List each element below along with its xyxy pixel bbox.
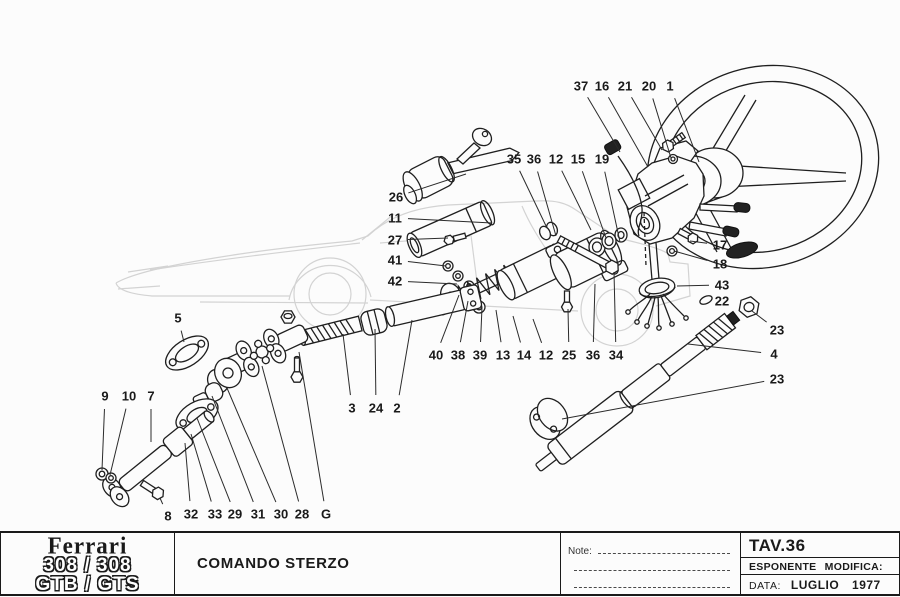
clip-22 xyxy=(699,294,714,306)
title-block xyxy=(0,531,900,596)
callout-label-39: 39 xyxy=(472,347,488,363)
callout-label-35: 35 xyxy=(506,151,522,167)
callout-label-38: 38 xyxy=(450,347,466,363)
note-line-1 xyxy=(598,553,730,554)
callout-label-32: 32 xyxy=(183,506,199,522)
data-row xyxy=(741,575,899,592)
clamp-bolt xyxy=(291,357,303,383)
callout-label-25: 25 xyxy=(561,347,577,363)
leader-line xyxy=(752,311,767,322)
callout-label-4: 4 xyxy=(770,346,778,362)
esponente-label: ESPONENTE MODIFICA: xyxy=(741,558,899,575)
data-value: LUGLIO 1977 xyxy=(790,578,881,592)
callout-label-30: 30 xyxy=(273,506,289,522)
bushings-35-36 xyxy=(538,221,560,242)
leader-line xyxy=(562,171,591,230)
note-line-3 xyxy=(574,587,730,588)
callout-label-17: 17 xyxy=(712,237,728,253)
callout-label-19: 19 xyxy=(594,151,610,167)
leader-line xyxy=(110,409,126,475)
callout-label-12: 12 xyxy=(538,347,554,363)
leader-line xyxy=(212,396,253,502)
ferrari-logotype: Ferrari xyxy=(47,532,128,559)
callout-label-20: 20 xyxy=(641,78,657,94)
column-tube-11 xyxy=(404,199,497,260)
callout-label-G: G xyxy=(320,506,332,522)
ignition-switch-26 xyxy=(396,122,521,211)
callout-label-11: 11 xyxy=(388,210,402,226)
leader-line xyxy=(568,309,569,342)
model-line-1: 308 / 308 xyxy=(43,555,132,576)
leader-line xyxy=(677,285,709,286)
callout-label-13: 13 xyxy=(495,347,511,363)
leader-line xyxy=(375,329,376,395)
hex-nut-g xyxy=(281,311,295,323)
callout-label-7: 7 xyxy=(147,388,155,404)
tav-cell xyxy=(741,533,899,594)
callout-label-15: 15 xyxy=(570,151,586,167)
splined-shaft-3 xyxy=(297,316,362,346)
leader-line xyxy=(562,381,764,419)
leader-line xyxy=(102,409,104,470)
callout-label-40: 40 xyxy=(428,347,444,363)
coupling-nut-24 xyxy=(359,307,388,336)
bolt-25 xyxy=(562,291,573,312)
leader-line xyxy=(496,310,501,342)
leader-line xyxy=(160,498,163,504)
callout-label-2: 2 xyxy=(393,400,401,416)
leader-line xyxy=(593,284,595,342)
leader-line xyxy=(520,171,547,228)
callout-label-21: 21 xyxy=(617,78,633,94)
leader-line xyxy=(588,97,620,152)
callout-label-9: 9 xyxy=(101,388,109,404)
callout-label-1: 1 xyxy=(666,78,674,94)
drawing-title: COMANDO STERZO xyxy=(197,555,350,572)
leader-line xyxy=(674,251,707,260)
data-label: DATA: xyxy=(749,580,781,592)
leader-line xyxy=(399,320,412,395)
leader-line xyxy=(632,97,662,150)
callout-label-34: 34 xyxy=(608,347,624,363)
leader-line xyxy=(343,334,350,395)
leader-line xyxy=(408,262,446,266)
callout-label-5: 5 xyxy=(174,310,182,326)
callout-label-37: 37 xyxy=(573,78,589,94)
callout-label-27: 27 xyxy=(387,232,403,248)
callout-label-41: 41 xyxy=(387,252,403,268)
callout-label-10: 10 xyxy=(121,388,137,404)
steering-shaft-4 xyxy=(530,305,744,478)
callout-label-18: 18 xyxy=(712,256,728,272)
leader-line xyxy=(299,352,324,501)
callout-label-8: 8 xyxy=(164,508,172,524)
model-line-2: GTB / GTS xyxy=(35,573,140,595)
tav-number: TAV.36 xyxy=(741,533,899,558)
leader-line xyxy=(582,171,606,238)
leader-line xyxy=(185,443,190,501)
callout-label-31: 31 xyxy=(250,506,266,522)
callout-label-42: 42 xyxy=(387,273,403,289)
callout-label-23: 23 xyxy=(769,322,785,338)
callout-label-23: 23 xyxy=(769,371,785,387)
note-label: Note: xyxy=(568,546,592,557)
callout-label-22: 22 xyxy=(714,293,730,309)
callout-label-36: 36 xyxy=(526,151,542,167)
callout-label-14: 14 xyxy=(516,347,532,363)
note-cell xyxy=(561,533,741,594)
gasket-5 xyxy=(160,329,214,377)
leader-line xyxy=(227,388,276,502)
leader-line xyxy=(191,434,211,502)
callout-label-26: 26 xyxy=(388,189,404,205)
callout-label-24: 24 xyxy=(368,400,384,416)
brand-logo xyxy=(1,533,175,594)
note-line-2 xyxy=(574,570,730,571)
bolt-8 xyxy=(139,478,166,501)
drawing-title-cell xyxy=(175,533,561,594)
callout-label-29: 29 xyxy=(227,506,243,522)
leader-line xyxy=(608,97,648,167)
callout-label-28: 28 xyxy=(294,506,310,522)
shaft-tube-2 xyxy=(383,284,482,329)
leader-line xyxy=(262,366,299,501)
leader-line xyxy=(513,316,520,342)
leader-line xyxy=(533,319,542,343)
callout-label-3: 3 xyxy=(348,400,356,416)
callout-label-16: 16 xyxy=(594,78,610,94)
callout-label-43: 43 xyxy=(714,277,730,293)
callout-label-36: 36 xyxy=(585,347,601,363)
callout-label-12: 12 xyxy=(548,151,564,167)
callout-label-33: 33 xyxy=(207,506,223,522)
